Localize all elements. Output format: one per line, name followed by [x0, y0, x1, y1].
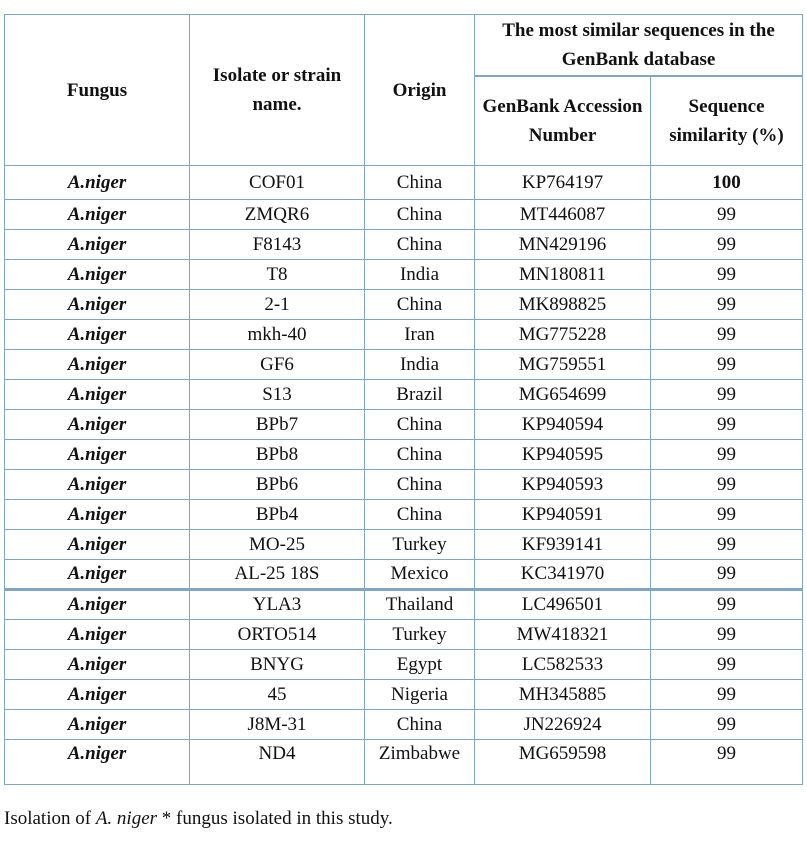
- table-row: [5, 590, 803, 620]
- table-row: [5, 650, 803, 680]
- cell-isolate: F8143: [190, 230, 365, 260]
- cell-origin: Egypt: [365, 650, 475, 680]
- caption-species: A. niger: [95, 808, 158, 829]
- header-genbank-group: The most similar sequences in the GenBank database: [475, 15, 803, 76]
- cell-isolate: ND4: [190, 740, 365, 785]
- header-similarity: Sequence similarity (%): [651, 76, 803, 166]
- cell-origin: China: [365, 440, 475, 470]
- header-row: [5, 15, 803, 76]
- cell-accession: KF939141: [475, 530, 651, 560]
- cell-similarity: 99: [651, 530, 803, 560]
- cell-fungus: A.niger: [5, 650, 190, 680]
- cell-origin: China: [365, 200, 475, 230]
- cell-accession: MG759551: [475, 350, 651, 380]
- cell-similarity: 99: [651, 650, 803, 680]
- table-row: [5, 710, 803, 740]
- cell-origin: Brazil: [365, 380, 475, 410]
- header-accession: GenBank Accession Number: [475, 76, 651, 166]
- table-row: [5, 470, 803, 500]
- cell-accession: MG775228: [475, 320, 651, 350]
- cell-isolate: BPb8: [190, 440, 365, 470]
- cell-accession: MG654699: [475, 380, 651, 410]
- table-row: [5, 680, 803, 710]
- table-header: [5, 15, 803, 166]
- cell-origin: Turkey: [365, 530, 475, 560]
- cell-similarity: 99: [651, 440, 803, 470]
- cell-fungus: A.niger: [5, 320, 190, 350]
- cell-origin: India: [365, 260, 475, 290]
- cell-fungus: A.niger: [5, 710, 190, 740]
- cell-similarity: 99: [651, 740, 803, 785]
- cell-isolate: T8: [190, 260, 365, 290]
- cell-accession: MW418321: [475, 620, 651, 650]
- header-origin: Origin: [365, 15, 475, 166]
- cell-isolate: BPb6: [190, 470, 365, 500]
- table-row: [5, 290, 803, 320]
- table-row: [5, 380, 803, 410]
- cell-isolate: MO-25: [190, 530, 365, 560]
- table-row: [5, 530, 803, 560]
- cell-origin: Mexico: [365, 560, 475, 590]
- table-row: [5, 500, 803, 530]
- table-row: [5, 350, 803, 380]
- cell-similarity: 99: [651, 500, 803, 530]
- cell-fungus: A.niger: [5, 530, 190, 560]
- cell-similarity: 99: [651, 470, 803, 500]
- cell-fungus: A.niger: [5, 260, 190, 290]
- cell-fungus: A.niger: [5, 470, 190, 500]
- cell-similarity: 100: [651, 166, 803, 200]
- cell-origin: Iran: [365, 320, 475, 350]
- cell-similarity: 99: [651, 560, 803, 590]
- cell-similarity: 99: [651, 710, 803, 740]
- caption-prefix: Isolation of: [4, 808, 96, 829]
- table-row: [5, 200, 803, 230]
- cell-origin: China: [365, 500, 475, 530]
- cell-origin: China: [365, 470, 475, 500]
- cell-isolate: ZMQR6: [190, 200, 365, 230]
- cell-accession: MN429196: [475, 230, 651, 260]
- cell-similarity: 99: [651, 680, 803, 710]
- cell-similarity: 99: [651, 200, 803, 230]
- results-table: [4, 14, 803, 785]
- header-fungus: Fungus: [5, 15, 190, 166]
- table-row: [5, 740, 803, 785]
- cell-fungus: A.niger: [5, 740, 190, 785]
- cell-accession: KP940595: [475, 440, 651, 470]
- cell-fungus: A.niger: [5, 560, 190, 590]
- cell-origin: Turkey: [365, 620, 475, 650]
- header-isolate: Isolate or strain name.: [190, 15, 365, 166]
- cell-accession: MH345885: [475, 680, 651, 710]
- cell-isolate: J8M-31: [190, 710, 365, 740]
- cell-fungus: A.niger: [5, 680, 190, 710]
- table-caption: [4, 806, 393, 832]
- cell-accession: LC582533: [475, 650, 651, 680]
- cell-origin: China: [365, 230, 475, 260]
- cell-similarity: 99: [651, 380, 803, 410]
- cell-origin: Zimbabwe: [365, 740, 475, 785]
- cell-fungus: A.niger: [5, 500, 190, 530]
- cell-fungus: A.niger: [5, 290, 190, 320]
- cell-similarity: 99: [651, 620, 803, 650]
- cell-fungus: A.niger: [5, 620, 190, 650]
- cell-origin: China: [365, 410, 475, 440]
- caption-suffix: * fungus isolated in this study.: [157, 808, 393, 829]
- cell-isolate: BPb7: [190, 410, 365, 440]
- cell-fungus: A.niger: [5, 230, 190, 260]
- cell-isolate: 2-1: [190, 290, 365, 320]
- cell-origin: China: [365, 166, 475, 200]
- table-row: [5, 560, 803, 590]
- table-row: [5, 440, 803, 470]
- cell-accession: MG659598: [475, 740, 651, 785]
- cell-isolate: S13: [190, 380, 365, 410]
- cell-isolate: ORTO514: [190, 620, 365, 650]
- cell-similarity: 99: [651, 230, 803, 260]
- table-row: [5, 166, 803, 200]
- cell-fungus: A.niger: [5, 166, 190, 200]
- cell-fungus: A.niger: [5, 410, 190, 440]
- cell-isolate: YLA3: [190, 590, 365, 620]
- cell-similarity: 99: [651, 410, 803, 440]
- cell-origin: China: [365, 710, 475, 740]
- table-row: [5, 620, 803, 650]
- cell-accession: KP940593: [475, 470, 651, 500]
- cell-fungus: A.niger: [5, 590, 190, 620]
- cell-similarity: 99: [651, 320, 803, 350]
- cell-origin: Thailand: [365, 590, 475, 620]
- table-row: [5, 410, 803, 440]
- cell-similarity: 99: [651, 290, 803, 320]
- cell-accession: KC341970: [475, 560, 651, 590]
- cell-accession: KP764197: [475, 166, 651, 200]
- table-row: [5, 230, 803, 260]
- table-row: [5, 260, 803, 290]
- cell-isolate: BNYG: [190, 650, 365, 680]
- cell-similarity: 99: [651, 350, 803, 380]
- cell-accession: JN226924: [475, 710, 651, 740]
- cell-accession: MT446087: [475, 200, 651, 230]
- cell-isolate: AL-25 18S: [190, 560, 365, 590]
- cell-accession: MN180811: [475, 260, 651, 290]
- cell-accession: KP940594: [475, 410, 651, 440]
- cell-accession: KP940591: [475, 500, 651, 530]
- cell-accession: LC496501: [475, 590, 651, 620]
- cell-fungus: A.niger: [5, 440, 190, 470]
- cell-fungus: A.niger: [5, 350, 190, 380]
- cell-isolate: 45: [190, 680, 365, 710]
- cell-fungus: A.niger: [5, 380, 190, 410]
- cell-isolate: GF6: [190, 350, 365, 380]
- cell-isolate: BPb4: [190, 500, 365, 530]
- table-row: [5, 320, 803, 350]
- cell-isolate: COF01: [190, 166, 365, 200]
- table-body: [5, 166, 803, 785]
- cell-origin: India: [365, 350, 475, 380]
- cell-accession: MK898825: [475, 290, 651, 320]
- cell-similarity: 99: [651, 260, 803, 290]
- cell-origin: Nigeria: [365, 680, 475, 710]
- cell-fungus: A.niger: [5, 200, 190, 230]
- cell-isolate: mkh-40: [190, 320, 365, 350]
- cell-similarity: 99: [651, 590, 803, 620]
- cell-origin: China: [365, 290, 475, 320]
